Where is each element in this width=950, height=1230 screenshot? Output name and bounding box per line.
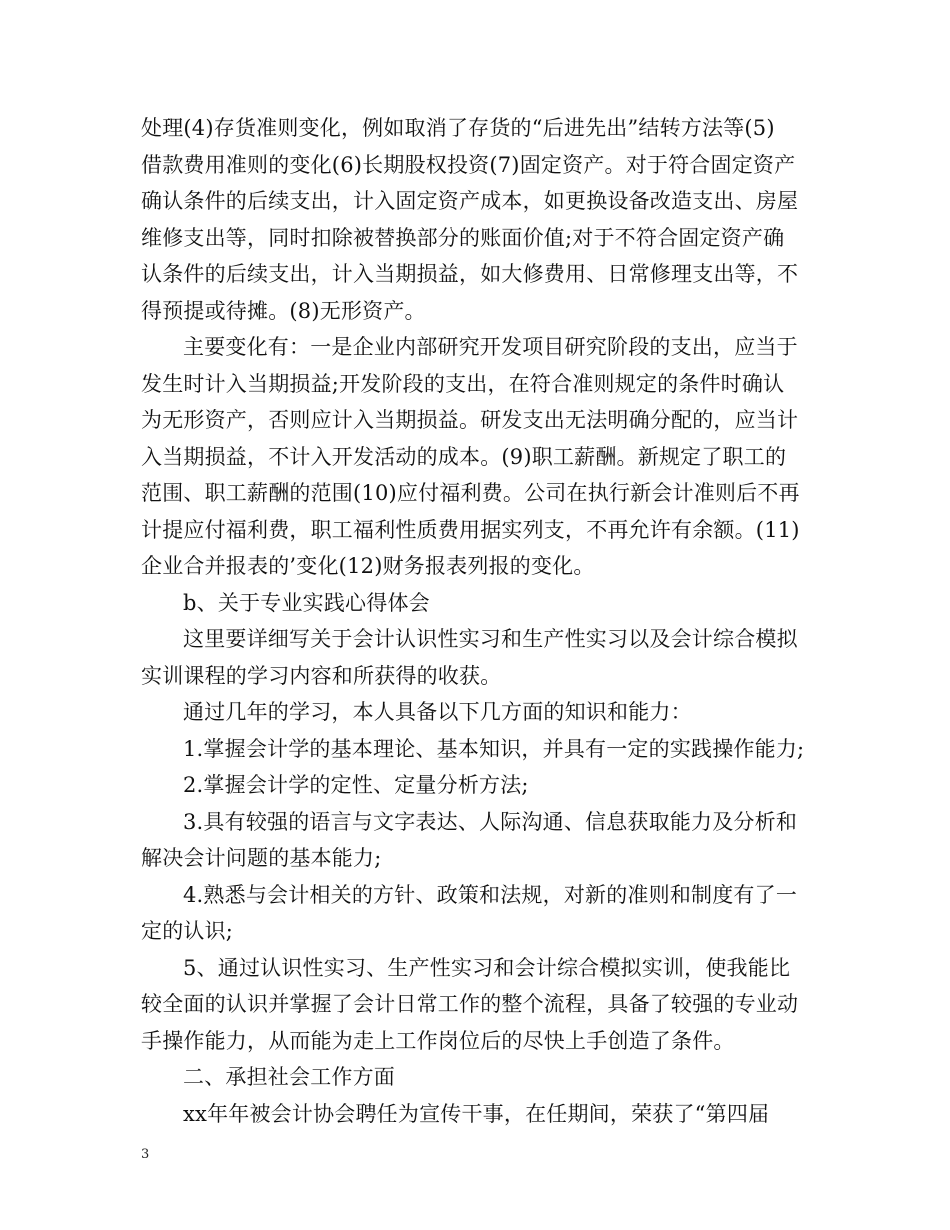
text-line: 借款费用准则的变化(6)长期股权投资(7)固定资产。对于符合固定资产 [141, 152, 796, 177]
text-line: 较全面的认识并掌握了会计日常工作的整个流程，具备了较强的专业动 [141, 992, 799, 1016]
text-line: 手操作能力，从而能为走上工作岗位后的尽快上手创造了条件。 [141, 1028, 735, 1053]
text-line: 4.熟悉与会计相关的方针、政策和法规，对新的准则和制度有了一 [183, 882, 798, 907]
text-line: 实训课程的学习内容和所获得的收获。 [141, 663, 502, 688]
text-line: 维修支出等，同时扣除被替换部分的账面价值;对于不符合固定资产确 [141, 225, 785, 250]
text-line: 计提应付福利费，职工福利性质费用据实列支，不再允许有余额。(11) [141, 517, 800, 542]
text-line: 为无形资产，否则应计入当期损益。研发支出无法明确分配的，应当计 [141, 408, 799, 432]
text-line: 这里要详细写关于会计认识性实习和生产性实习以及会计综合模拟 [183, 627, 798, 651]
text-line: 1.掌握会计学的基本理论、基本知识，并具有一定的实践操作能力; [183, 736, 805, 761]
text-line: 5、通过认识性实习、生产性实习和会计综合模拟实训，使我能比 [183, 955, 791, 980]
text-line: 通过几年的学习，本人具备以下几方面的知识和能力： [183, 700, 692, 724]
page-number: 3 [141, 1147, 150, 1162]
text-line: 得预提或待摊。(8)无形资产。 [141, 298, 426, 323]
text-line: 发生时计入当期损益;开发阶段的支出，在符合准则规定的条件时确认 [141, 371, 785, 396]
text-line: 解决会计问题的基本能力; [141, 846, 382, 870]
text-line: 主要变化有：一是企业内部研究开发项目研究阶段的支出，应当于 [183, 335, 798, 359]
text-line: b、关于专业实践心得体会 [183, 590, 430, 615]
text-line: 入当期损益，不计入开发活动的成本。(9)职工薪酬。新规定了职工的 [141, 444, 787, 469]
text-line: 确认条件的后续支出，计入固定资产成本，如更换设备改造支出、房屋 [141, 189, 799, 213]
text-line: xx年年被会计协会聘任为宣传干事，在任期间，荣获了“第四届 [183, 1101, 770, 1126]
text-line: 处理(4)存货准则变化，例如取消了存货的“后进先出”结转方法等(5) [141, 116, 775, 140]
text-line: 3.具有较强的语言与文字表达、人际沟通、信息获取能力及分析和 [183, 809, 798, 834]
document-body [141, 110, 821, 1132]
text-line: 定的认识; [141, 919, 234, 943]
text-line: 范围、职工薪酬的范围(10)应付福利费。公司在执行新会计准则后不再 [141, 481, 800, 505]
text-line: 企业合并报表的’变化(12)财务报表列报的变化。 [141, 554, 595, 578]
text-line: 2.掌握会计学的定性、定量分析方法; [183, 773, 529, 797]
text-line: 认条件的后续支出，计入当期损益，如大修费用、日常修理支出等，不 [141, 262, 799, 286]
text-line: 二、承担社会工作方面 [183, 1065, 395, 1089]
